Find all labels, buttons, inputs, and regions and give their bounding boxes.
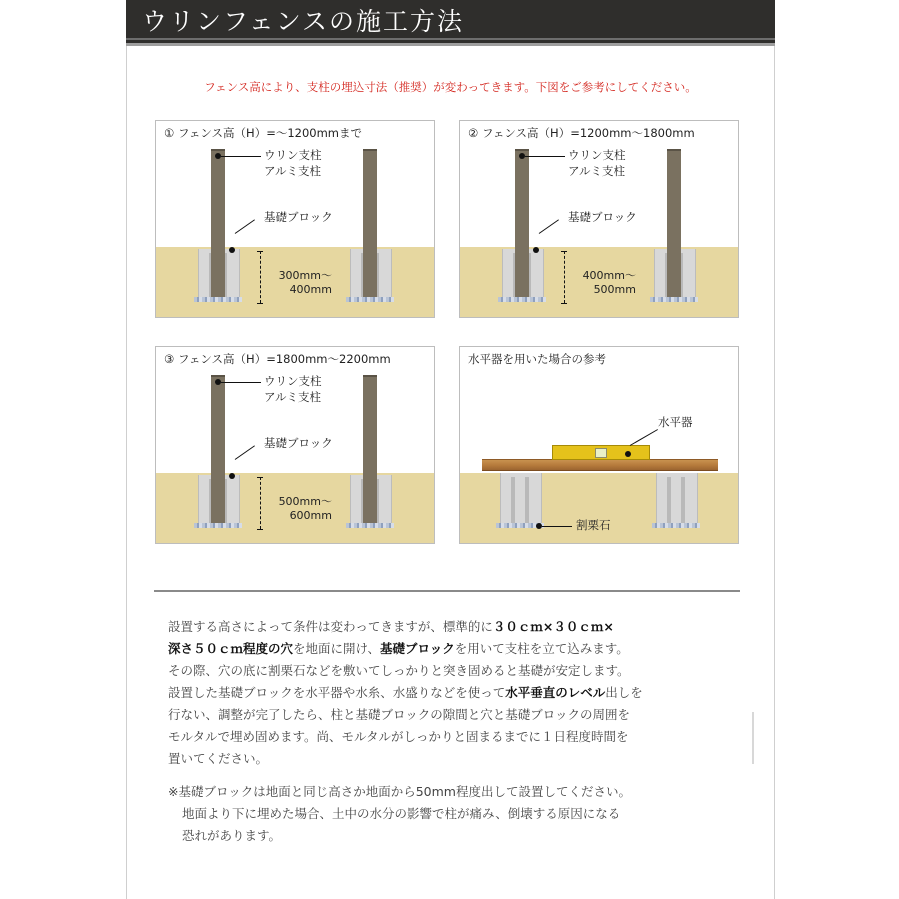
- instructions-text: [168, 616, 738, 770]
- block-slot: [667, 477, 671, 523]
- gravel-layer: [346, 523, 394, 528]
- highlight-level: 水平垂直のレベル: [505, 685, 606, 700]
- leader-dot: [625, 451, 631, 457]
- gravel-layer: [652, 523, 700, 528]
- text-span: を用いて支柱を立て込みます。: [454, 641, 629, 656]
- post-cap: [515, 149, 529, 151]
- panel-title: ② フェンス高（H）=1200mm～1800mm: [468, 126, 695, 140]
- depth-min: 500mm～: [278, 495, 332, 508]
- scroll-indicator: [752, 712, 754, 764]
- block-label: 基礎ブロック: [264, 210, 333, 224]
- block-slot: [525, 477, 529, 523]
- leader-line: [235, 219, 255, 234]
- leader-line: [235, 445, 255, 460]
- gravel-layer: [498, 297, 546, 302]
- depth-tick-bottom: [257, 303, 263, 304]
- depth-max: 500mm: [593, 283, 636, 296]
- spirit-level: [552, 445, 650, 460]
- depth-min: 300mm～: [278, 269, 332, 282]
- block-slot: [511, 477, 515, 523]
- instructions-line: [168, 638, 738, 660]
- fence-post: [515, 149, 529, 297]
- notice-text: フェンス高により、支柱の埋込寸法（推奨）が変わってきます。下図をご参考にしてください。: [204, 80, 697, 94]
- post-cap: [667, 149, 681, 151]
- depth-min: 400mm～: [582, 269, 636, 282]
- panel-title: ① フェンス高（H）=～1200mmまで: [164, 126, 362, 140]
- post-cap: [363, 375, 377, 377]
- foundation-block: [500, 473, 542, 523]
- panel-title: ③ フェンス高（H）=1800mm～2200mm: [164, 352, 391, 366]
- fence-post: [363, 375, 377, 523]
- foundation-block: [656, 473, 698, 523]
- fence-post: [667, 149, 681, 297]
- post-label-ulin: ウリン支柱: [264, 148, 322, 162]
- instructions-line: [168, 616, 738, 638]
- panel-fence-height-3: [155, 346, 435, 544]
- text-span: 出しを: [605, 685, 643, 700]
- post-cap: [211, 149, 225, 151]
- instructions-line: 行ない、調整が完了したら、柱と基礎ブロックの隙間と穴と基礎ブロックの周囲を: [168, 707, 631, 722]
- block-slot: [681, 477, 685, 523]
- leader-line: [542, 526, 572, 527]
- fence-post: [211, 375, 225, 523]
- leader-line: [525, 156, 565, 157]
- gravel-layer: [650, 297, 698, 302]
- highlight-size: ３０ｃｍ×３０ｃｍ×: [492, 619, 614, 634]
- leader-dot: [229, 473, 235, 479]
- highlight-depth: 深さ５０ｃｍ程度の穴: [168, 641, 294, 656]
- text-span: を地面に開け、: [293, 641, 381, 656]
- panel-level-reference: [459, 346, 739, 544]
- depth-line: [564, 251, 565, 303]
- depth-line: [260, 477, 261, 529]
- block-label: 基礎ブロック: [568, 210, 637, 224]
- gravel-layer: [194, 523, 242, 528]
- post-cap: [211, 375, 225, 377]
- depth-tick-bottom: [257, 529, 263, 530]
- depth-tick-bottom: [561, 303, 567, 304]
- leader-dot: [229, 247, 235, 253]
- instructions-line: [168, 682, 738, 704]
- page-title: ウリンフェンスの施工方法: [142, 7, 465, 36]
- note-line: 恐れがあります。: [182, 828, 282, 843]
- leader-line: [221, 156, 261, 157]
- block-label: 基礎ブロック: [264, 436, 333, 450]
- gravel-label: 割栗石: [576, 518, 611, 532]
- post-label-ulin: ウリン支柱: [568, 148, 626, 162]
- wood-board: [482, 459, 718, 471]
- post-cap: [363, 149, 377, 151]
- caution-note: [168, 781, 738, 847]
- level-vial: [595, 448, 607, 458]
- note-line: 地面より下に埋めた場合、土中の水分の影響で柱が痛み、倒壊する原因になる: [182, 806, 621, 821]
- note-line: ※基礎ブロックは地面と同じ高さか地面から50mm程度出して設置してください。: [168, 784, 631, 799]
- depth-max: 600mm: [289, 509, 332, 522]
- gravel-layer: [346, 297, 394, 302]
- header-stripe: [126, 38, 775, 40]
- depth-max: 400mm: [289, 283, 332, 296]
- highlight-block: 基礎ブロック: [380, 641, 455, 656]
- depth-line: [260, 251, 261, 303]
- post-label-aluminum: アルミ支柱: [264, 164, 322, 178]
- post-label-ulin: ウリン支柱: [264, 374, 322, 388]
- panel-title: 水平器を用いた場合の参考: [468, 352, 606, 366]
- post-label-aluminum: アルミ支柱: [264, 390, 322, 404]
- fence-post: [363, 149, 377, 297]
- text-span: 設置した基礎ブロックを水平器や水糸、水盛りなどを使って: [168, 685, 506, 700]
- text-span: 設置する高さによって条件は変わってきますが、標準的に: [168, 619, 493, 634]
- panel-fence-height-2: [459, 120, 739, 318]
- fence-post: [211, 149, 225, 297]
- post-label-aluminum: アルミ支柱: [568, 164, 626, 178]
- section-divider: [154, 590, 740, 592]
- instructions-line: その際、穴の底に割栗石などを敷いてしっかりと突き固めると基礎が安定します。: [168, 663, 630, 678]
- leader-line: [630, 429, 658, 446]
- leader-line: [221, 382, 261, 383]
- leader-line: [539, 219, 559, 234]
- instructions-line: モルタルで埋め固めます。尚、モルタルがしっかりと固まるまでに１日程度時間を: [168, 729, 629, 744]
- instructions-line: 置いてください。: [168, 751, 269, 766]
- panel-fence-height-1: [155, 120, 435, 318]
- header-bar: [126, 0, 775, 46]
- leader-dot: [533, 247, 539, 253]
- level-label: 水平器: [658, 415, 693, 429]
- gravel-layer: [194, 297, 242, 302]
